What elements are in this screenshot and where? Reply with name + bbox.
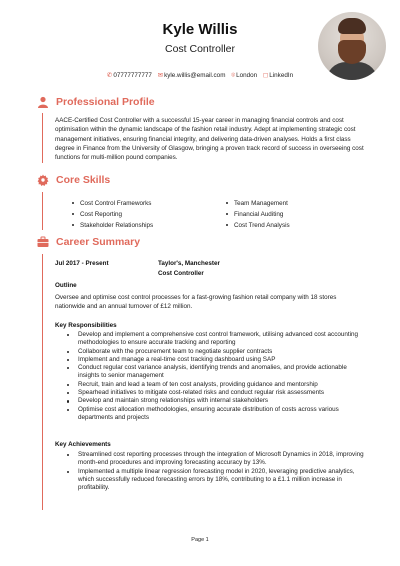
profile-photo	[318, 12, 386, 80]
outline-text: Oversee and optimise cost control processes for a fast-growing fashion retail company with 18 stores nationwide and an annual turnover of £12 million.	[55, 294, 337, 311]
email-icon: ✉	[157, 72, 164, 79]
person-icon	[36, 95, 50, 109]
skill-item: Cost Reporting	[72, 209, 212, 220]
briefcase-icon	[36, 235, 50, 249]
contact-location: ⌾London	[231, 72, 258, 79]
skill-item: Financial Auditing	[226, 209, 366, 220]
profile-title: Professional Profile	[56, 96, 155, 108]
list-item: Spearhead initiatives to mitigate cost-related risks and conduct regular risk assessments	[66, 389, 366, 397]
list-item: Develop and implement a comprehensive cost control framework, utilising advanced cost accounting methodologies to ensure accurate tracking and reporting	[66, 331, 366, 348]
candidate-role: Cost Controller	[164, 43, 236, 55]
list-item: Develop and maintain strong relationships with internal stakeholders	[66, 397, 366, 405]
career-title: Career Summary	[56, 236, 141, 248]
skill-item: Stakeholder Relationships	[72, 220, 212, 231]
profile-text: AACE-Certified Cost Controller with a successful 15-year career in managing financial controls and cost optimisation within the dynamic landscape of the fashion retail industry. Adept at implementing strategic cost management initiatives, ensuring financial integrity, and delivering data-driven analyses. Holds a first class degree in Finance from the University of Glasgow, bringing a proven track record of success in overseeing cost functions for multi-million pound companies.	[55, 117, 364, 162]
outline-label: Outline	[55, 282, 77, 289]
phone-icon: ✆	[106, 72, 113, 79]
achievements-list	[66, 451, 366, 492]
career-divider	[42, 254, 43, 510]
list-item: Implement and manage a real-time cost tracking dashboard using SAP	[66, 356, 366, 364]
contact-bar	[0, 71, 400, 80]
contact-email[interactable]: ✉kyle.willis@email.com	[157, 72, 226, 79]
responsibilities-list	[66, 331, 366, 422]
skills-divider	[42, 192, 43, 230]
contact-phone[interactable]: ✆07777777777	[106, 72, 152, 79]
list-item: Recruit, train and lead a team of ten cost analysts, providing guidance and mentorship	[66, 381, 366, 389]
skill-item: Cost Control Frameworks	[72, 198, 212, 209]
contact-linkedin[interactable]: ◻LinkedIn	[262, 72, 294, 79]
skill-item: Team Management	[226, 198, 366, 209]
list-item: Optimise cost allocation methodologies, ensuring accurate distribution of costs across various departments and projects	[66, 406, 366, 423]
page-number: Page 1	[191, 537, 209, 543]
skills-title: Core Skills	[56, 174, 111, 186]
candidate-name: Kyle Willis	[162, 21, 238, 38]
list-item: Conduct regular cost variance analysis, identifying trends and anomalies, and provide actionable insights to senior management	[66, 364, 366, 381]
career-section-header	[36, 234, 140, 250]
list-item: Collaborate with the procurement team to negotiate supplier contracts	[66, 348, 366, 356]
gear-icon	[36, 173, 50, 187]
profile-divider	[42, 113, 43, 163]
profile-section-header	[36, 94, 155, 110]
responsibilities-label: Key Responsibilities	[55, 322, 117, 329]
skill-item: Cost Trend Analysis	[226, 220, 366, 231]
list-item: Streamlined cost reporting processes through the integration of Microsoft Dynamics in 2018, improving month-end procedures and improving forecasting accuracy by 13%.	[66, 451, 366, 468]
skills-section-header	[36, 172, 110, 188]
list-item: Implemented a multiple linear regression forecasting model in 2020, leveraging predictive analytics, which successfully reduced forecasting errors by 18%, contributing to a £1.1 million increase in profitability.	[66, 468, 366, 493]
job-dates: Jul 2017 - Present	[55, 260, 109, 267]
job-position: Cost Controller	[158, 270, 204, 277]
achievements-label: Key Achievements	[55, 441, 111, 448]
location-icon: ⌾	[231, 72, 236, 79]
linkedin-icon: ◻	[262, 72, 269, 79]
job-employer: Taylor's, Manchester	[158, 260, 220, 267]
